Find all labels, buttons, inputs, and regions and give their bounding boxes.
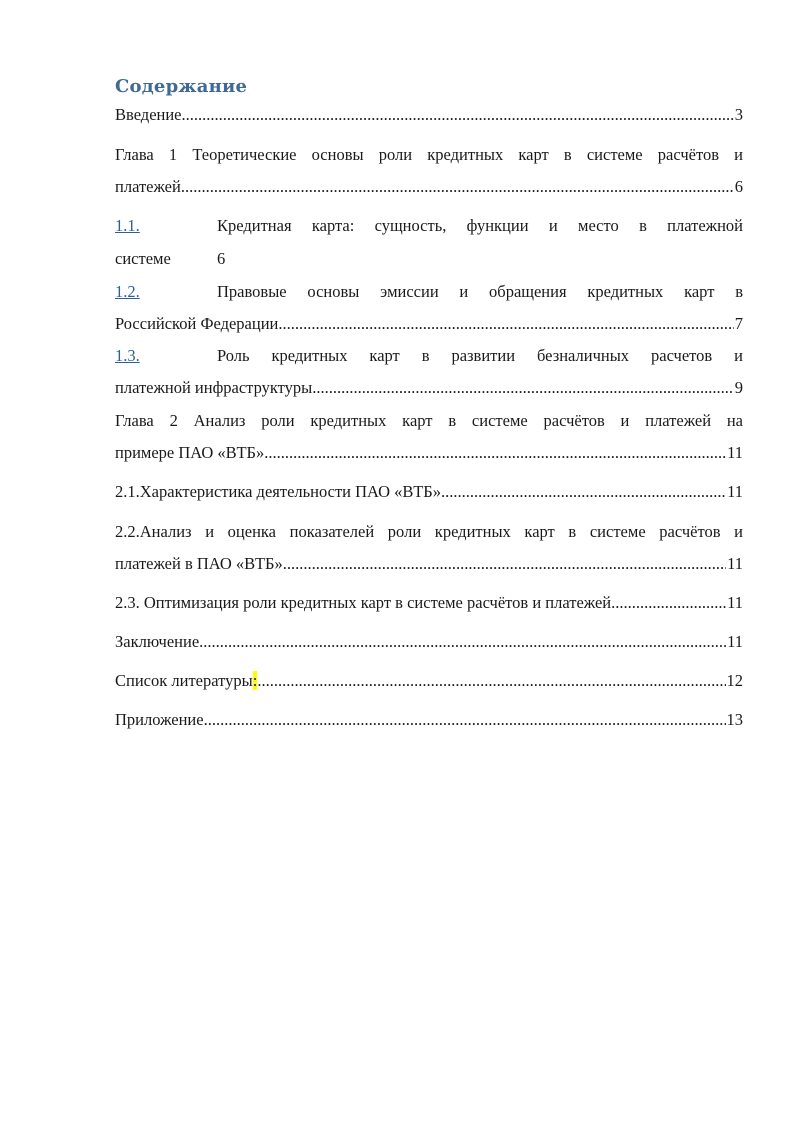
toc-entry-text: Российской Федерации: [115, 314, 279, 333]
toc-leader: [264, 443, 726, 463]
toc-leader: [441, 482, 726, 502]
toc-leader: [204, 710, 726, 730]
toc-entry-text: Глава 2 Анализ роли кредитных карт в системе расчётов и платежей на: [115, 411, 743, 430]
toc-entry-section-2-2-line2[interactable]: [115, 554, 743, 574]
toc-entry-section-2-3[interactable]: [115, 593, 743, 613]
toc-page-number: 9: [734, 378, 743, 397]
toc-entry-text: Заключение: [115, 632, 200, 651]
toc-entry-section-1-1-line1[interactable]: [115, 216, 743, 236]
toc-entry-section-1-1-line2[interactable]: [115, 249, 743, 269]
toc-page-number: 3: [734, 105, 743, 124]
toc-page-number: 6: [217, 249, 226, 268]
toc-entry-text: Кредитная карта: сущность, функции и место в платежной: [217, 216, 743, 235]
toc-page-number: 12: [726, 671, 743, 690]
toc-entry-text: 2.1.Характеристика деятельности ПАО «ВТБ»: [115, 482, 442, 501]
toc-entry-section-1-2-line2[interactable]: [115, 314, 743, 334]
toc-entry-text: платежной инфраструктуры: [115, 378, 313, 397]
toc-entry-references[interactable]: [115, 671, 743, 691]
toc-entry-text: Приложение: [115, 710, 204, 729]
toc-entry-section-1-3-line2[interactable]: [115, 378, 743, 398]
toc-entry-text: 2.2.Анализ и оценка показателей роли кредитных карт в системе расчётов и: [115, 522, 743, 541]
toc-entry-text: платежей: [115, 177, 181, 196]
toc-leader: [312, 378, 733, 398]
toc-leader: [611, 593, 726, 613]
toc-page-number: 13: [726, 710, 743, 729]
highlighted-mark: :: [252, 671, 258, 690]
toc-page-number: 6: [734, 177, 743, 196]
toc-section-number-link[interactable]: 1.2.: [115, 282, 140, 301]
toc-entry-section-2-1[interactable]: [115, 482, 743, 502]
toc-leader: [257, 671, 725, 691]
toc-entry-text: примере ПАО «ВТБ»: [115, 443, 265, 462]
toc-entry-chapter1-line1[interactable]: [115, 145, 743, 165]
toc-entry-text: Введение: [115, 105, 182, 124]
toc-leader: [199, 632, 726, 652]
toc-entry-text: платежей в ПАО «ВТБ»: [115, 554, 283, 573]
toc-entry-chapter1-line2[interactable]: [115, 177, 743, 197]
toc-entry-intro[interactable]: [115, 105, 743, 125]
toc-leader: [182, 105, 734, 125]
toc-entry-section-2-2-line1[interactable]: [115, 522, 743, 542]
toc-leader: [278, 314, 733, 334]
toc-entry-text: Глава 1 Теоретические основы роли кредитных карт в системе расчётов и: [115, 145, 743, 164]
toc-page-number: 7: [734, 314, 743, 333]
toc-page-number: 11: [727, 554, 743, 573]
toc-page-number: 11: [727, 443, 743, 462]
toc-leader: [181, 177, 734, 197]
toc-entry-label: Список литературы: [115, 671, 253, 690]
toc-entry-text: Роль кредитных карт в развитии безналичных расчетов и: [217, 346, 743, 365]
toc-entry-section-1-3-line1[interactable]: [115, 346, 743, 366]
toc-page-number: 11: [727, 593, 743, 612]
toc-entry-text: Правовые основы эмиссии и обращения кредитных карт в: [217, 282, 743, 301]
toc-entry-chapter2-line2[interactable]: [115, 443, 743, 463]
toc-page-number: 11: [727, 632, 743, 651]
toc-entry-conclusion[interactable]: [115, 632, 743, 652]
toc-entry-appendix[interactable]: [115, 710, 743, 730]
toc-leader: [283, 554, 726, 574]
toc-page-number: 11: [727, 482, 743, 501]
toc-entry-chapter2-line1[interactable]: [115, 411, 743, 431]
toc-section-number-link[interactable]: 1.1.: [115, 216, 140, 235]
toc-heading: Содержание: [115, 76, 248, 97]
toc-entry-text: системе: [115, 249, 171, 268]
toc-entry-text: 2.3. Оптимизация роли кредитных карт в системе расчётов и платежей: [115, 593, 612, 612]
toc-section-number-link[interactable]: 1.3.: [115, 346, 140, 365]
toc-entry-text: [115, 671, 257, 691]
toc-entry-section-1-2-line1[interactable]: [115, 282, 743, 302]
